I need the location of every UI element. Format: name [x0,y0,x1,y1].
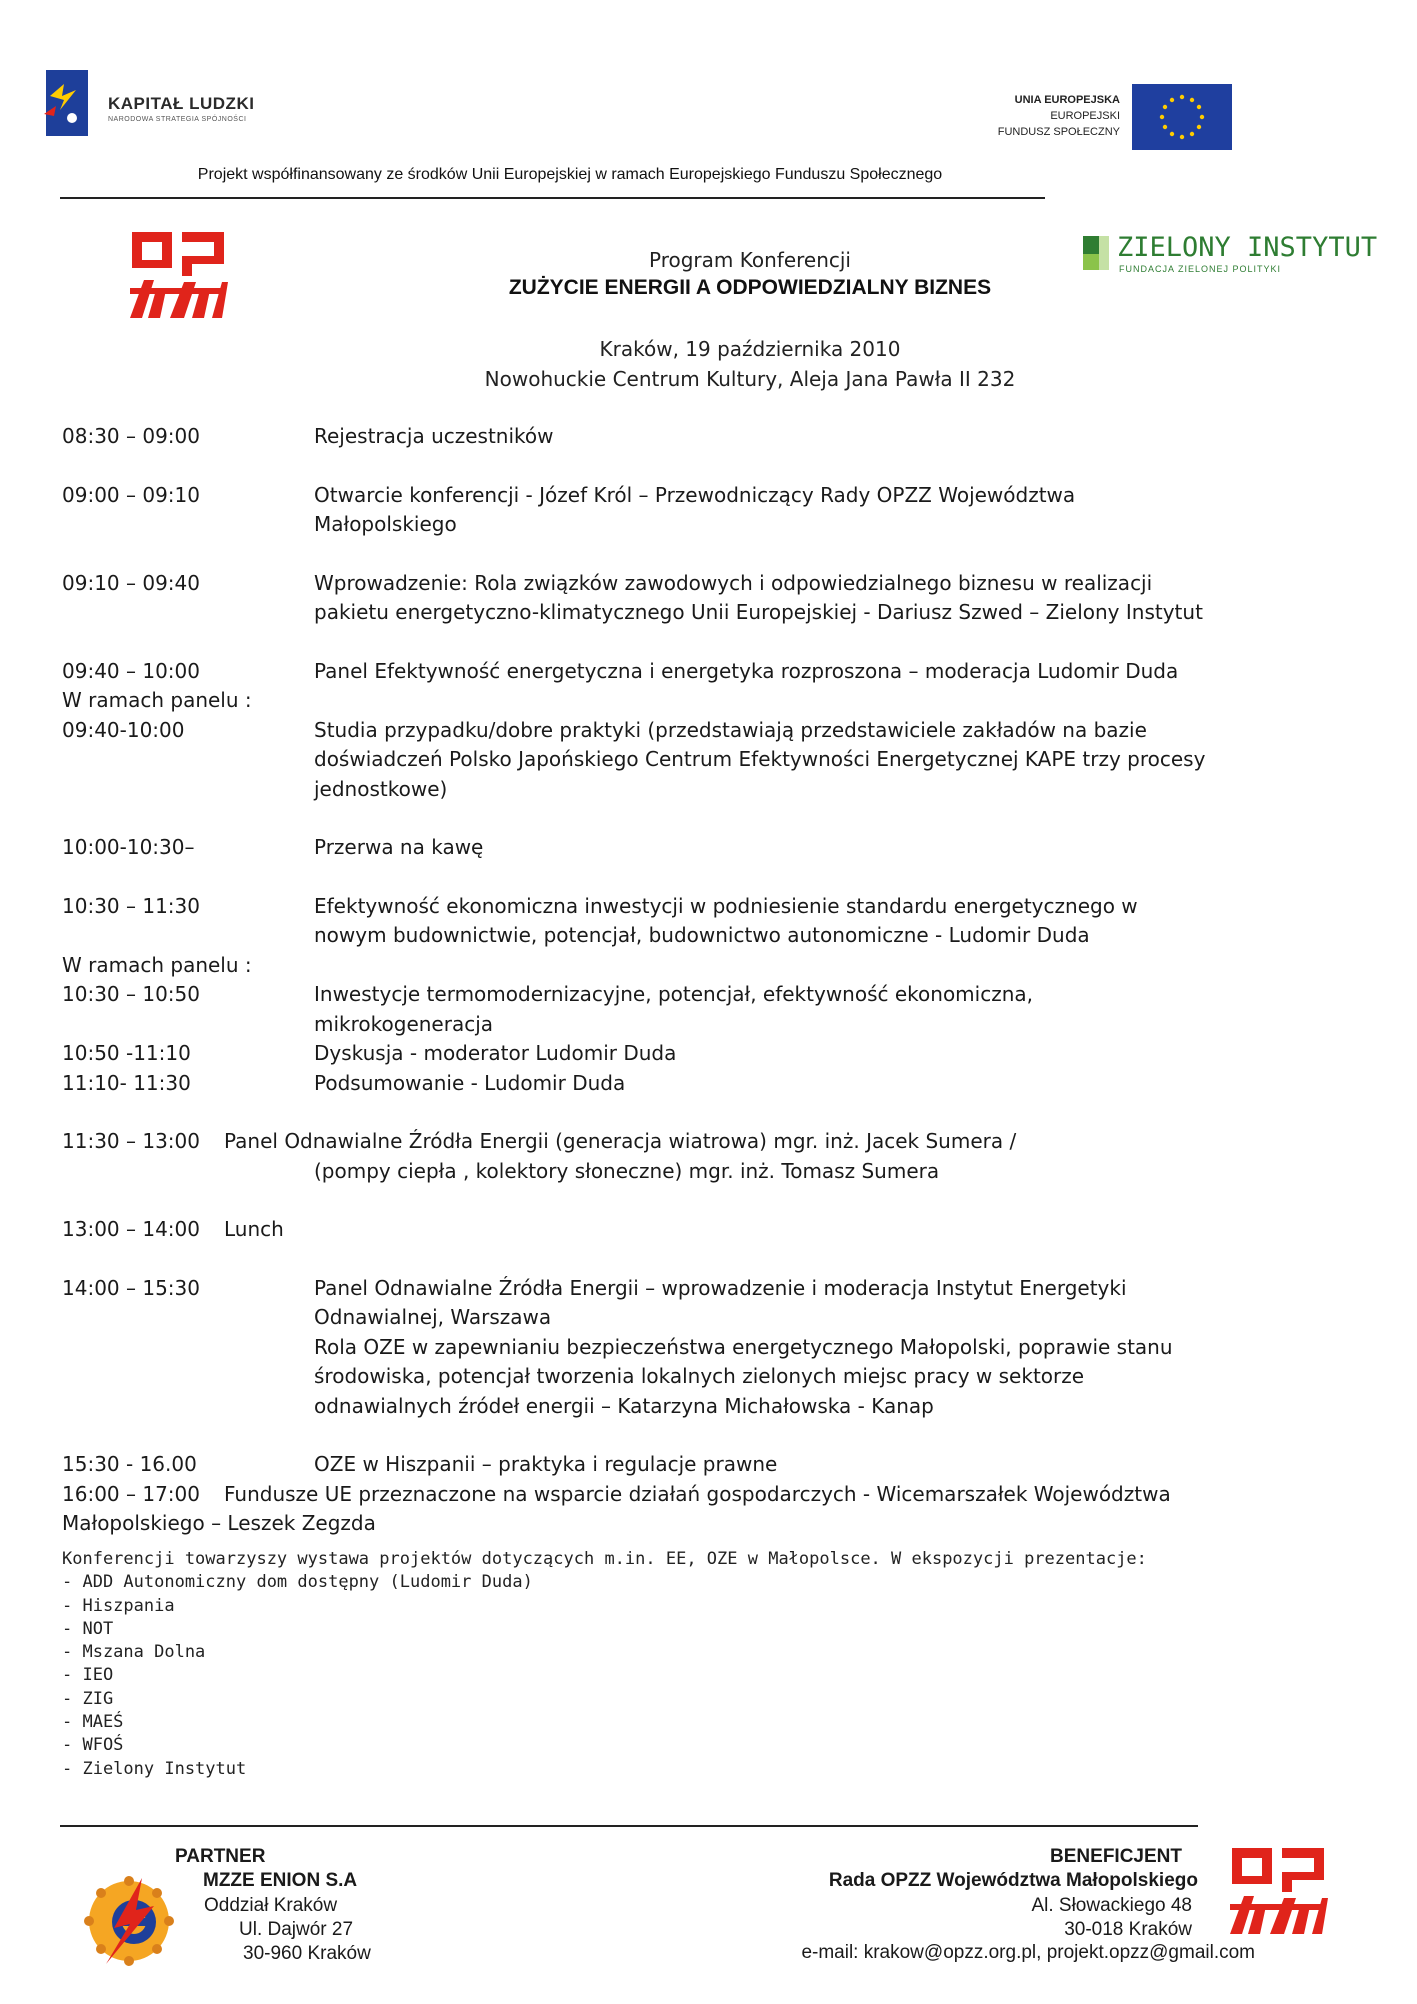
cofinancing-statement: Projekt współfinansowany ze środków Unii Europejskiej w ramach Europejskiego Funduszu Społecznego [197,166,943,183]
eu-flag-icon [1132,84,1232,150]
agenda-time: 16:00 – 17:00 [62,1481,200,1506]
kapital-ludzki-subtitle: NARODOWA STRATEGIA SPÓJNOŚCI [108,116,247,123]
partner-name: MZZE ENION S.A [203,1870,358,1891]
panel-label: W ramach panelu : [62,688,252,712]
agenda-time: 08:30 – 09:00 [62,424,200,448]
opzz-logo-icon [126,230,230,320]
agenda-time: 15:30 - 16.00 [62,1452,197,1476]
agenda-line: Fundusze UE przeznaczone na wsparcie działań gospodarczych - Wicemarszałek Województwa [224,1481,1171,1506]
agenda-line: Dyskusja - moderator Ludomir Duda [314,1041,677,1065]
beneficiary-label: BENEFICJENT [1050,1846,1182,1867]
list-item: - Hiszpania [62,1595,175,1616]
agenda-line: Rola OZE w zapewnianiu bezpieczeństwa energetycznego Małopolski, poprawie stanu [314,1334,1173,1359]
agenda-row [62,833,1362,863]
agenda-line: Efektywność ekonomiczna inwestycji w podniesienie standardu energetycznego w [314,893,1138,918]
agenda-time: 09:40 – 10:00 [62,658,200,683]
agenda-line: Małopolskiego – Leszek Zegzda [62,1511,376,1535]
agenda-line: Przerwa na kawę [314,835,484,859]
agenda-row [62,1069,1362,1099]
list-item: - Mszana Dolna [62,1642,206,1663]
agenda-inline-line [62,1480,1362,1510]
program-title: ZUŻYCIE ENERGII A ODPOWIEDZIALNY BIZNES [508,276,992,299]
header-divider [60,197,1045,199]
agenda-row [62,657,1362,687]
agenda-inline-line [62,1127,1362,1157]
footer-divider [60,1825,1198,1827]
agenda-line: mikrokogeneracja [314,1011,494,1036]
partner-street: Ul. Dajwór 27 [239,1919,354,1940]
enion-logo-icon [84,1876,174,1966]
agenda-line: Wprowadzenie: Rola związków zawodowych i odpowiedzialnego biznesu w realizacji [314,570,1153,595]
list-item: - MAEŚ [62,1712,124,1733]
agenda-time: 09:40-10:00 [62,717,185,742]
opzz-logo-icon [1226,1846,1330,1936]
beneficiary-street: Al. Słowackiego 48 [1031,1895,1192,1916]
agenda-row [62,892,1362,951]
agenda-line: OZE w Hiszpanii – praktyka i regulacje prawne [314,1452,778,1476]
agenda-line: nowym budownictwie, potencjał, budownictwo autonomiczne - Ludomir Duda [314,923,1090,947]
exhibition-list [62,1571,1362,1781]
kapital-ludzki-logo-icon [42,70,88,136]
program-label: Program Konferencji [649,248,851,272]
agenda-line: Panel Odnawialne Źródła Energii – wprowadzenie i moderacja Instytut Energetyki [314,1275,1127,1300]
agenda-time: 10:30 – 10:50 [62,982,200,1006]
agenda-time: 10:00-10:30– [62,835,195,859]
agenda-row [62,569,1362,628]
agenda-line: doświadczeń Polsko Japońskiego Centrum Efektywności Energetycznej KAPE trzy procesy [314,747,1206,771]
agenda-time: 11:30 – 13:00 [62,1129,200,1153]
agenda-line: Studia przypadku/dobre praktyki (przedstawiają przedstawiciele zakładów na bazie [314,717,1147,742]
agenda-row [62,980,1362,1039]
agenda-time: 13:00 – 14:00 [62,1217,200,1241]
list-item: - ZIG [62,1688,114,1709]
agenda-time: 09:10 – 09:40 [62,570,200,595]
agenda-row [62,1215,1362,1245]
agenda-line: środowiska, potencjał tworzenia lokalnych zielonych miejsc pracy w sektorze [314,1364,1085,1388]
agenda [62,422,1362,1539]
zielony-instytut-name: ZIELONY INSTYTUT [1117,232,1378,263]
beneficiary-name: Rada OPZZ Województwa Małopolskiego [828,1870,1198,1891]
exhibition-note [62,1548,1362,1781]
agenda-line: Panel Efektywność energetyczna i energetyka rozproszona – moderacja Ludomir Duda [314,658,1179,683]
eu-line-3: FUNDUSZ SPOŁECZNY [997,126,1120,138]
agenda-time: 10:30 – 11:30 [62,893,200,918]
agenda-row [62,1480,1362,1539]
list-item: - Zielony Instytut [62,1758,247,1779]
agenda-time: 11:10- 11:30 [62,1070,191,1095]
eu-line-2: EUROPEJSKI [1050,110,1120,122]
agenda-inline-line [62,1215,1362,1245]
agenda-line: Inwestycje termomodernizacyjne, potencjał, efektywność ekonomiczna, [314,982,1034,1006]
list-item: - WFOŚ [62,1735,124,1756]
agenda-row [62,1127,1362,1186]
agenda-line: (pompy ciepła , kolektory słoneczne) mgr. inż. Tomasz Sumera [314,1158,940,1183]
agenda-line: Panel Odnawialne Źródła Energii (generacja wiatrowa) mgr. inż. Jacek Sumera / [224,1129,1017,1153]
eu-line-1: UNIA EUROPEJSKA [1014,94,1120,106]
list-item: - ADD Autonomiczny dom dostępny (Ludomir Duda) [62,1572,533,1593]
agenda-row [62,1450,1362,1480]
zielony-instytut-subtitle: FUNDACJA ZIELONEJ POLITYKI [1119,264,1282,274]
partner-branch: Oddział Kraków [204,1895,338,1916]
agenda-line: pakietu energetyczno-klimatycznego Unii Europejskiej - Dariusz Szwed – Zielony Instytut [314,600,1203,624]
zi-logo-square-pale [1099,236,1109,270]
agenda-line: Lunch [224,1217,284,1241]
list-item: - IEO [62,1665,114,1686]
agenda-line: jednostkowe) [314,776,448,801]
agenda-time: 10:50 -11:10 [62,1041,191,1065]
agenda-row [62,1274,1362,1422]
kapital-ludzki-name: KAPITAŁ LUDZKI [108,94,255,113]
partner-address [239,1918,371,1965]
agenda-row [62,716,1362,805]
beneficiary-address [700,1894,1192,1941]
partner-city: 30-960 Kraków [243,1942,371,1964]
eu-fund-text [930,92,1120,140]
program-date: Kraków, 19 października 2010 [599,337,901,361]
program-venue: Nowohuckie Centrum Kultury, Aleja Jana Pawła II 232 [484,367,1016,391]
agenda-row [62,1039,1362,1069]
zielony-instytut-logo [1083,232,1383,276]
agenda-line: Odnawialnej, Warszawa [314,1305,552,1329]
agenda-time: 14:00 – 15:30 [62,1275,200,1300]
agenda-line: Otwarcie konferencji - Józef Król – Przewodniczący Rady OPZZ Województwa [314,482,1076,507]
agenda-time: 09:00 – 09:10 [62,482,200,507]
list-item: - NOT [62,1618,114,1639]
beneficiary-city: 30-018 Kraków [1064,1918,1192,1940]
program-location [360,334,1140,394]
exhibition-intro: Konferencji towarzyszy wystawa projektów dotyczących m.in. EE, OZE w Małopolsce. W ekspozycji prezentacje: [62,1549,1147,1569]
agenda-line: Podsumowanie - Ludomir Duda [314,1070,626,1095]
agenda-row [62,422,1362,452]
partner-label: PARTNER [175,1846,266,1867]
beneficiary-contact[interactable]: e-mail: krakow@opzz.org.pl, projekt.opzz@gmail.com [801,1942,1255,1963]
agenda-line: Małopolskiego [314,512,457,536]
agenda-line: odnawialnych źródeł energii – Katarzyna Michałowska - Kanap [314,1393,934,1418]
agenda-line: Rejestracja uczestników [314,424,554,448]
panel-label: W ramach panelu : [62,952,252,977]
agenda-row [62,481,1362,540]
